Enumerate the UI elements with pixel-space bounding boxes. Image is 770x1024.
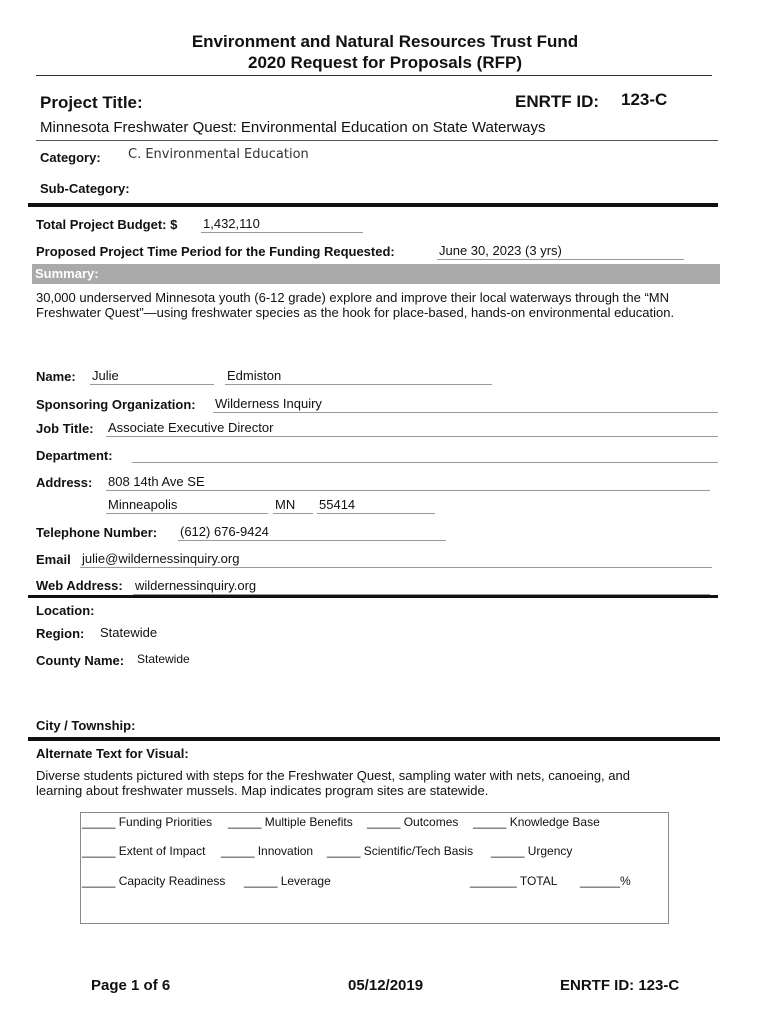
name-label: Name: [36, 369, 76, 384]
region-label: Region: [36, 626, 85, 641]
title-rule [36, 140, 718, 141]
score-total: _______ TOTAL [470, 874, 558, 888]
score-knowledge-base: _____ Knowledge Base [473, 815, 600, 829]
last-name-field[interactable]: Edmiston [225, 368, 492, 385]
enrtf-id-value: 123-C [621, 90, 668, 109]
phone-field[interactable]: (612) 676-9424 [178, 524, 446, 541]
period-field[interactable]: June 30, 2023 (3 yrs) [437, 243, 684, 260]
alt-text-line-2: learning about freshwater mussels. Map indicates program sites are statewide. [36, 783, 489, 798]
city-field[interactable]: Minneapolis [106, 497, 268, 514]
city-township-label: City / Township: [36, 718, 136, 733]
summary-text [36, 290, 726, 320]
footer-page: Page 1 of 6 [91, 977, 171, 994]
budget-label: Total Project Budget: $ [36, 217, 178, 232]
email-field[interactable]: julie@wildernessinquiry.org [80, 551, 712, 568]
location-label: Location: [36, 603, 95, 618]
score-multiple-benefits: _____ Multiple Benefits [228, 815, 353, 829]
state-field[interactable]: MN [273, 497, 313, 514]
period-label: Proposed Project Time Period for the Funding Requested: [36, 244, 395, 259]
subcategory-label: Sub-Category: [40, 181, 130, 196]
first-name-field[interactable]: Julie [90, 368, 214, 385]
footer-enrtf-id: ENRTF ID: 123-C [560, 977, 680, 994]
score-outcomes: _____ Outcomes [367, 815, 459, 829]
section-rule-alt [28, 737, 720, 741]
email-label: Email [36, 552, 71, 567]
alt-text-line-1: Diverse students pictured with steps for the Freshwater Quest, sampling water with nets, canoeing, and [36, 768, 630, 783]
county-value: Statewide [137, 652, 190, 666]
alt-text-label: Alternate Text for Visual: [36, 746, 189, 761]
score-extent-of-impact: _____ Extent of Impact [82, 844, 206, 858]
department-label: Department: [36, 448, 113, 463]
header-rule [36, 75, 712, 76]
document-title: Environment and Natural Resources Trust Fund [191, 32, 579, 51]
street-field[interactable]: 808 14th Ave SE [106, 474, 710, 491]
category-label: Category: [40, 150, 101, 165]
job-title-field[interactable]: Associate Executive Director [106, 420, 718, 437]
score-leverage: _____ Leverage [244, 874, 331, 888]
enrtf-id-label: ENRTF ID: [515, 92, 600, 111]
org-label: Sponsoring Organization: [36, 397, 196, 412]
score-percent: ______% [580, 874, 631, 888]
summary-line-1: 30,000 underserved Minnesota youth (6-12 grade) explore and improve their local waterways through the “MN [36, 290, 670, 305]
document-subtitle: 2020 Request for Proposals (RFP) [248, 53, 522, 72]
score-capacity-readiness: _____ Capacity Readiness [82, 874, 226, 888]
score-innovation: _____ Innovation [221, 844, 314, 858]
section-rule-web [28, 595, 718, 598]
project-title-value: Minnesota Freshwater Quest: Environmental Education on State Waterways [40, 119, 546, 136]
department-field[interactable] [132, 446, 718, 463]
org-field[interactable]: Wilderness Inquiry [213, 396, 718, 413]
score-funding-priorities: _____ Funding Priorities [82, 815, 213, 829]
budget-field[interactable]: 1,432,110 [201, 216, 363, 233]
zip-field[interactable]: 55414 [317, 497, 435, 514]
region-value: Statewide [100, 625, 158, 640]
footer-date: 05/12/2019 [348, 977, 424, 994]
county-label: County Name: [36, 653, 125, 668]
web-field[interactable]: wildernessinquiry.org [133, 578, 710, 595]
address-label: Address: [36, 475, 93, 490]
summary-line-2: Freshwater Quest”—using freshwater species as the hook for place-based, hands-on environmental education. [36, 305, 675, 320]
score-urgency: _____ Urgency [491, 844, 573, 858]
project-title-label: Project Title: [40, 93, 143, 112]
summary-bar: Summary: [32, 264, 720, 284]
phone-label: Telephone Number: [36, 525, 158, 540]
section-rule-top [28, 203, 718, 207]
job-title-label: Job Title: [36, 421, 94, 436]
alt-text-body [36, 768, 726, 798]
category-value: C. Environmental Education [128, 147, 309, 162]
web-label: Web Address: [36, 578, 123, 593]
score-scientific-basis: _____ Scientific/Tech Basis [327, 844, 474, 858]
